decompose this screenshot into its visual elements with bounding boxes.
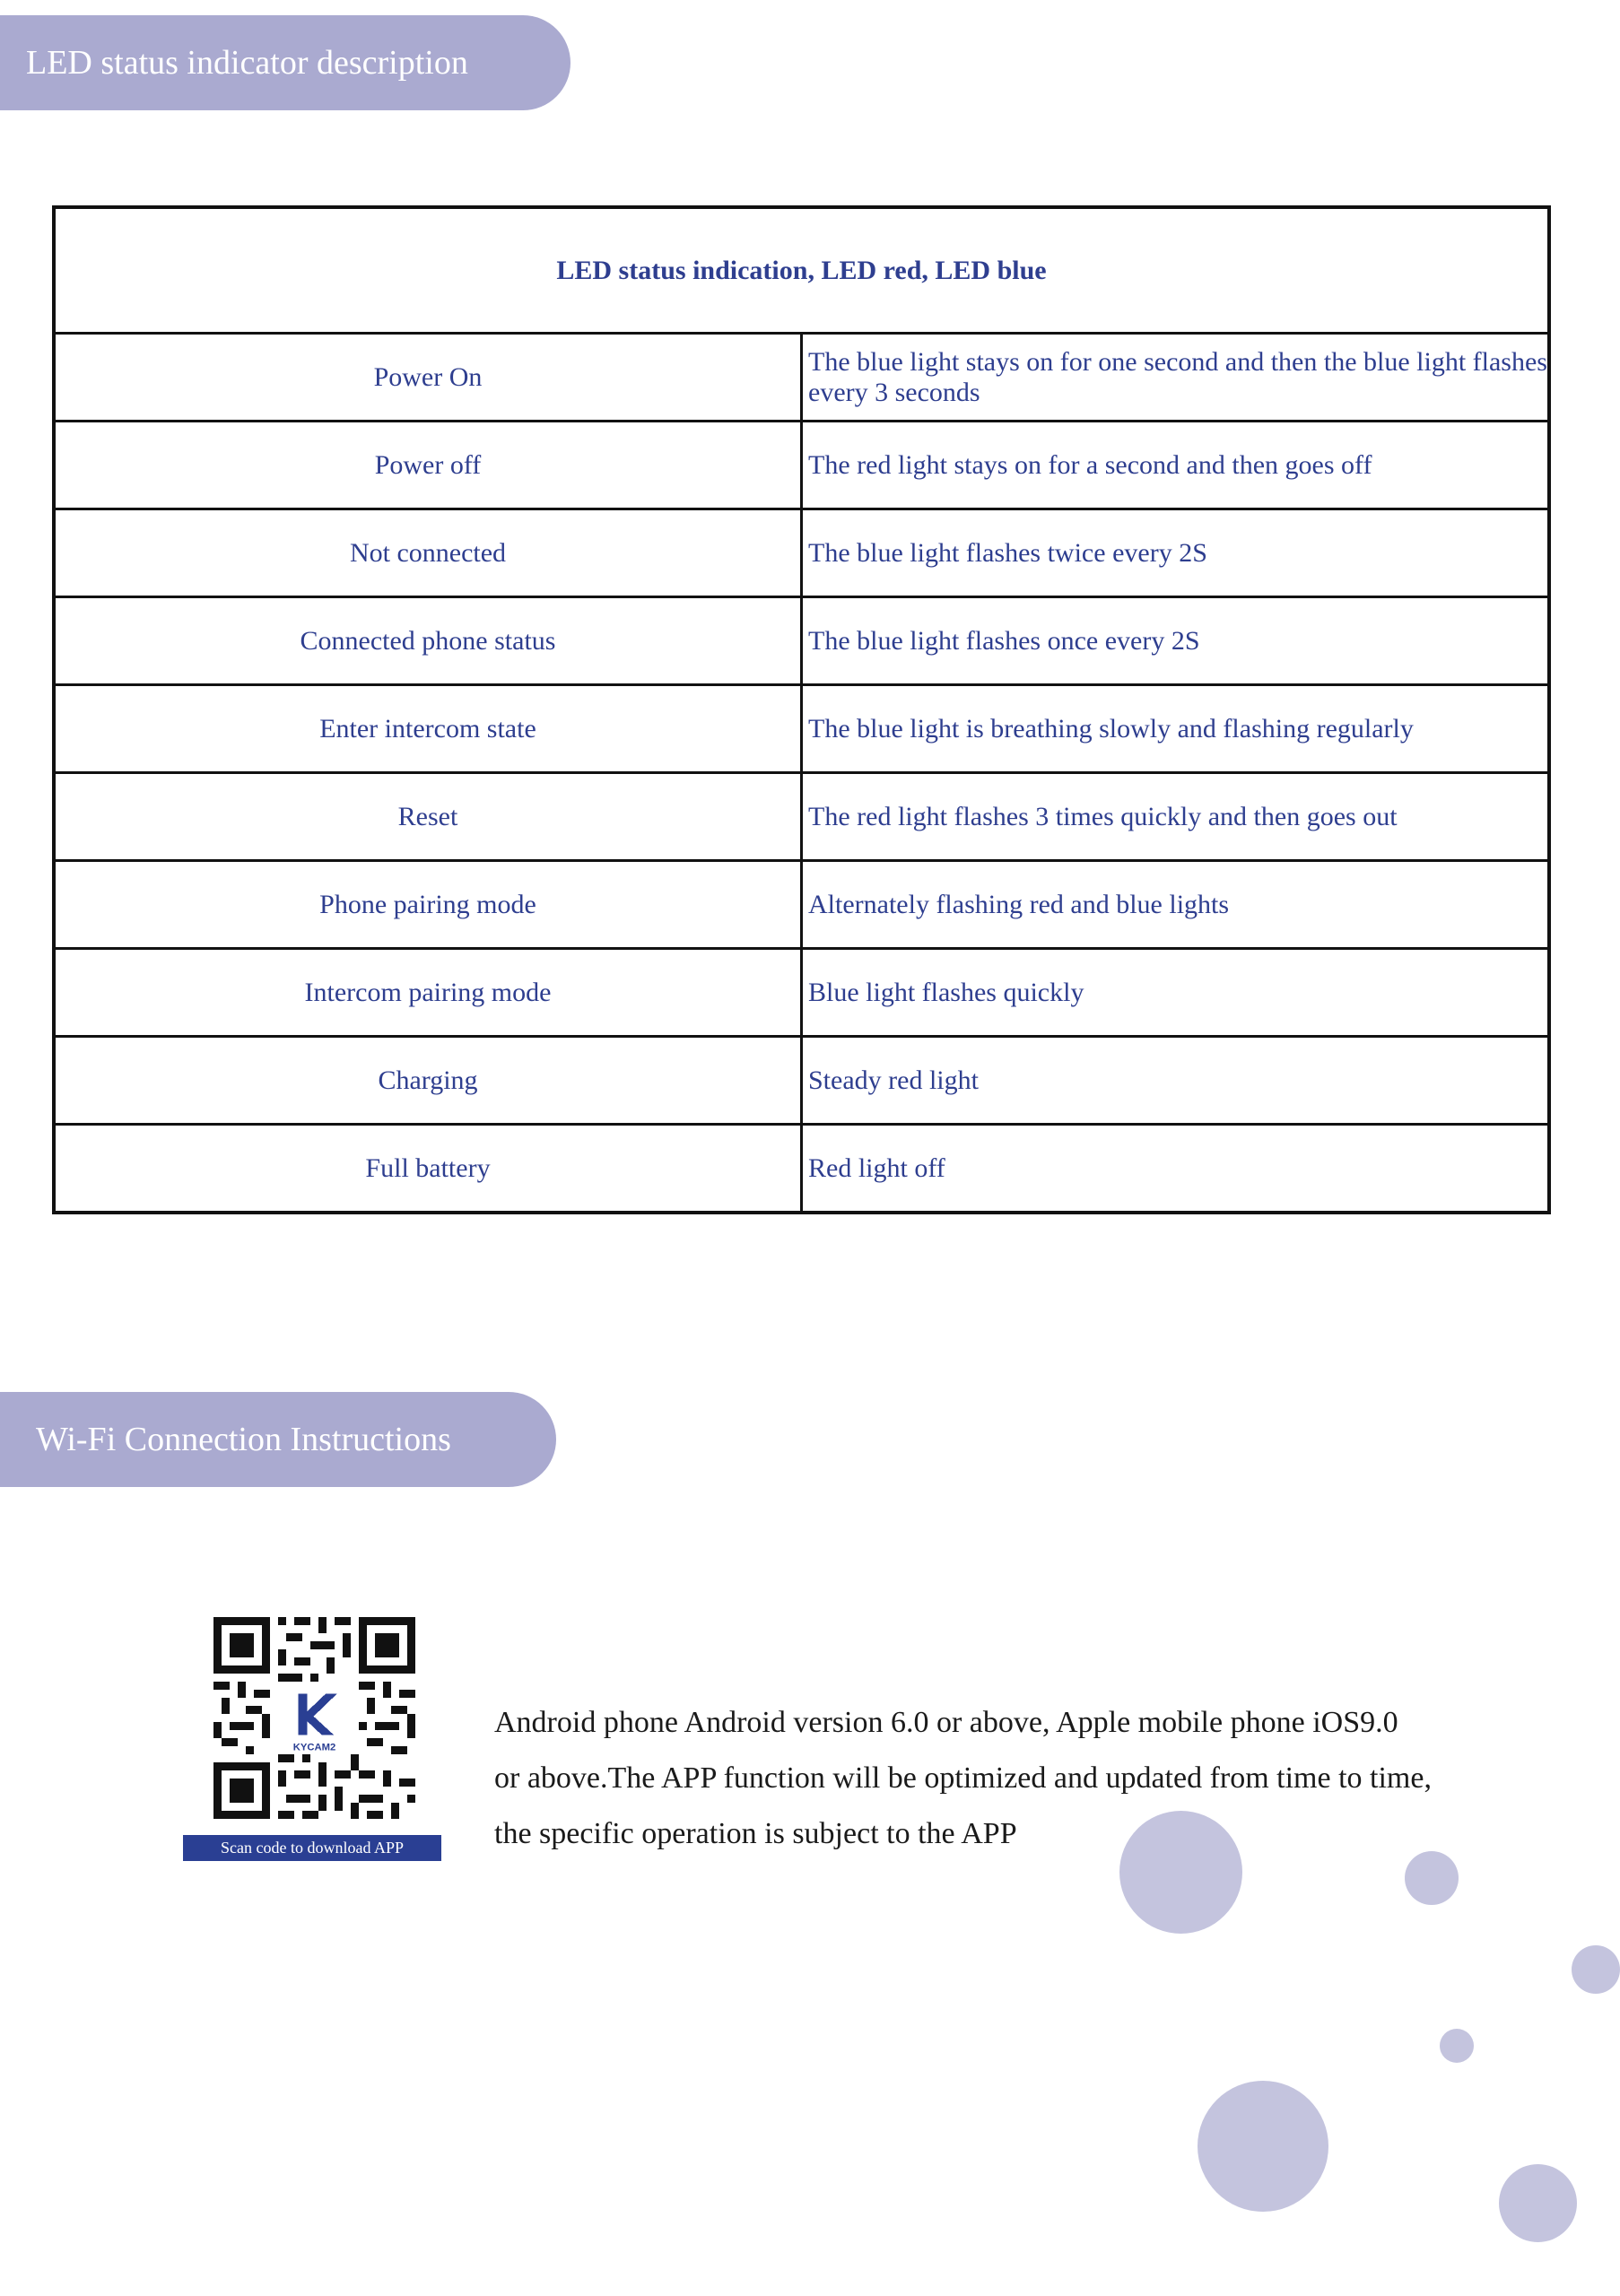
led-description-cell: Blue light flashes quickly bbox=[802, 949, 1550, 1037]
table-header: LED status indication, LED red, LED blue bbox=[54, 207, 1549, 334]
table-row bbox=[54, 685, 1549, 773]
instruction-line: or above.The APP function will be optimized and updated from time to time, bbox=[494, 1761, 1432, 1795]
led-description-cell: The blue light is breathing slowly and flashing regularly bbox=[802, 685, 1550, 773]
led-state-cell: Intercom pairing mode bbox=[54, 949, 802, 1037]
led-state-cell: Enter intercom state bbox=[54, 685, 802, 773]
table-row bbox=[54, 597, 1549, 685]
decor-circle bbox=[1405, 1851, 1459, 1905]
table-row bbox=[54, 949, 1549, 1037]
decor-circle bbox=[1119, 1811, 1242, 1934]
led-state-cell: Not connected bbox=[54, 509, 802, 597]
decor-circle bbox=[1572, 1945, 1620, 1994]
led-state-cell: Charging bbox=[54, 1037, 802, 1125]
led-description-cell: Steady red light bbox=[802, 1037, 1550, 1125]
table-row bbox=[54, 422, 1549, 509]
table-row bbox=[54, 861, 1549, 949]
qr-code-icon[interactable] bbox=[213, 1617, 415, 1819]
led-status-table bbox=[52, 205, 1551, 1214]
wifi-section-title: Wi-Fi Connection Instructions bbox=[0, 1392, 556, 1487]
table-row bbox=[54, 334, 1549, 422]
table-row bbox=[54, 1037, 1549, 1125]
decor-circle bbox=[1198, 2081, 1328, 2212]
instruction-line: Android phone Android version 6.0 or above, Apple mobile phone iOS9.0 bbox=[494, 1706, 1398, 1739]
led-state-cell: Connected phone status bbox=[54, 597, 802, 685]
wifi-instructions bbox=[494, 1695, 1526, 1862]
led-description-cell: Red light off bbox=[802, 1125, 1550, 1213]
led-description-cell: The blue light flashes once every 2S bbox=[802, 597, 1550, 685]
led-state-cell: Power On bbox=[54, 334, 802, 422]
led-description-cell: Alternately flashing red and blue lights bbox=[802, 861, 1550, 949]
qr-download-caption: Scan code to download APP bbox=[183, 1835, 441, 1861]
led-state-cell: Full battery bbox=[54, 1125, 802, 1213]
decor-circle bbox=[1440, 2029, 1474, 2063]
led-description-cell: The blue light stays on for one second and then the blue light flashes every 3 seconds bbox=[802, 334, 1550, 422]
table-row bbox=[54, 773, 1549, 861]
table-row bbox=[54, 509, 1549, 597]
instruction-line: the specific operation is subject to the APP bbox=[494, 1817, 1017, 1850]
led-description-cell: The red light stays on for a second and then goes off bbox=[802, 422, 1550, 509]
led-state-cell: Reset bbox=[54, 773, 802, 861]
led-state-cell: Phone pairing mode bbox=[54, 861, 802, 949]
led-description-cell: The red light flashes 3 times quickly and then goes out bbox=[802, 773, 1550, 861]
table-row bbox=[54, 1125, 1549, 1213]
led-section-title: LED status indicator description bbox=[0, 15, 570, 110]
decor-circle bbox=[1499, 2164, 1577, 2242]
led-description-cell: The blue light flashes twice every 2S bbox=[802, 509, 1550, 597]
led-state-cell: Power off bbox=[54, 422, 802, 509]
table-header-row bbox=[54, 207, 1549, 334]
qr-logo-text: KYCAM2 bbox=[292, 1742, 336, 1753]
